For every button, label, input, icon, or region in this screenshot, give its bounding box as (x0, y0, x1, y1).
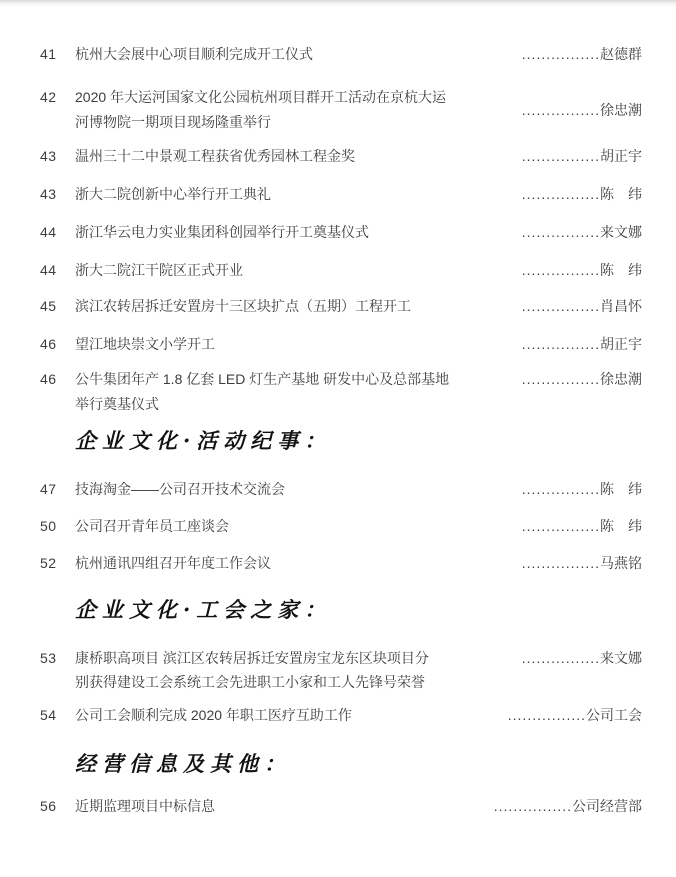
entry-author (522, 555, 642, 572)
page-number: 46 (40, 336, 57, 352)
page-number: 50 (40, 518, 57, 534)
author-name: 陈 纬 (600, 481, 642, 497)
leader-dots: ................ (507, 707, 586, 723)
entry-title: 滨江农转居拆迁安置房十三区块扩点（五期）工程开工 (75, 298, 411, 314)
page-number: 53 (40, 650, 57, 666)
entry-title: 杭州通讯四组召开年度工作会议 (75, 555, 271, 571)
entry-title: 温州三十二中景观工程获省优秀园林工程金奖 (75, 148, 355, 164)
entry-author (522, 646, 642, 670)
entry-author (522, 336, 642, 353)
author-name: 公司经营部 (572, 798, 642, 814)
author-name: 胡正宇 (600, 336, 642, 352)
entry-title: 杭州大会展中心项目顺利完成开工仪式 (75, 46, 313, 62)
author-name: 马燕铭 (600, 555, 642, 571)
entry-author (522, 224, 642, 241)
section-heading-business-info: 经营信息及其他： (75, 751, 291, 776)
leader-dots: ................ (493, 798, 572, 814)
page-number: 45 (40, 298, 57, 314)
entry-title: 浙大二院江干院区正式开业 (75, 262, 243, 278)
page-number: 52 (40, 555, 57, 571)
author-name: 公司工会 (586, 707, 642, 723)
page-number: 43 (40, 148, 57, 164)
entry-author (522, 148, 642, 165)
entry-title: 2020 年大运河国家文化公园杭州项目群开工活动在京杭大运 河博物院一期项目现场隆重举行 (75, 89, 447, 130)
author-name: 来文娜 (600, 224, 642, 240)
entry-title: 技海淘金——公司召开技术交流会 (75, 481, 285, 497)
entry-title: 公司召开青年员工座谈会 (75, 518, 229, 534)
entry-title: 浙大二院创新中心举行开工典礼 (75, 186, 271, 202)
leader-dots: ................ (521, 371, 600, 387)
page-number: 41 (40, 46, 57, 62)
entry-author (522, 262, 642, 279)
toc-entry (40, 224, 642, 241)
page-number: 44 (40, 224, 57, 240)
page-number: 42 (40, 89, 57, 105)
toc-entry (40, 148, 642, 165)
page-number: 56 (40, 798, 57, 814)
leader-dots: ................ (521, 101, 600, 118)
leader-dots: ................ (521, 518, 600, 534)
leader-dots: ................ (521, 186, 600, 202)
author-name: 陈 纬 (600, 186, 642, 202)
entry-author (522, 367, 642, 392)
leader-dots: ................ (521, 148, 600, 164)
page-number: 43 (40, 186, 57, 202)
toc-entry (40, 367, 642, 417)
leader-dots: ................ (521, 46, 600, 62)
toc-entry (40, 646, 642, 694)
entry-author (494, 798, 642, 815)
toc-entry (40, 186, 642, 203)
leader-dots: ................ (521, 481, 600, 497)
entry-author (522, 98, 642, 123)
entry-author (522, 186, 642, 203)
author-name: 胡正宇 (600, 148, 642, 164)
page-number: 54 (40, 707, 57, 723)
author-name: 肖昌怀 (600, 298, 642, 314)
leader-dots: ................ (521, 262, 600, 278)
entry-title: 近期监理项目中标信息 (75, 798, 215, 814)
toc-entry (40, 46, 642, 63)
entry-author (522, 518, 642, 535)
leader-dots: ................ (521, 555, 600, 571)
leader-dots: ................ (521, 650, 600, 666)
author-name: 徐忠潮 (600, 101, 642, 118)
author-name: 徐忠潮 (600, 371, 642, 387)
page-number: 46 (40, 371, 57, 387)
entry-author (522, 46, 642, 63)
leader-dots: ................ (521, 224, 600, 240)
section-heading-culture-activities: 企业文化·活动纪事： (75, 428, 332, 453)
toc-entry (40, 85, 642, 135)
entry-title: 公牛集团年产 1.8 亿套 LED 灯生产基地 研发中心及总部基地 举行奠基仪式 (75, 371, 450, 412)
toc-entry (40, 555, 642, 572)
section-heading-culture-union: 企业文化·工会之家： (75, 597, 332, 622)
entry-title: 公司工会顺利完成 2020 年职工医疗互助工作 (75, 707, 352, 723)
toc-entry (40, 336, 642, 353)
toc-entry (40, 707, 642, 724)
author-name: 陈 纬 (600, 518, 642, 534)
toc-entry (40, 798, 642, 815)
page-number: 44 (40, 262, 57, 278)
entry-title: 浙江华云电力实业集团科创园举行开工奠基仪式 (75, 224, 369, 240)
toc-entry (40, 262, 642, 279)
entry-author (522, 481, 642, 498)
page-number: 47 (40, 481, 57, 497)
entry-author (522, 298, 642, 315)
toc-entry (40, 481, 642, 498)
entry-title: 康桥职高项目 滨江区农转居拆迁安置房宝龙东区块项目分 别获得建设工会系统工会先进职工小家和工人先锋号荣誉 (75, 650, 429, 690)
entry-title: 望江地块崇文小学开工 (75, 336, 215, 352)
author-name: 陈 纬 (600, 262, 642, 278)
entry-author (508, 707, 642, 724)
leader-dots: ................ (521, 336, 600, 352)
author-name: 来文娜 (600, 650, 642, 666)
toc-entry (40, 298, 642, 315)
author-name: 赵德群 (600, 46, 642, 62)
toc-entry (40, 518, 642, 535)
leader-dots: ................ (521, 298, 600, 314)
